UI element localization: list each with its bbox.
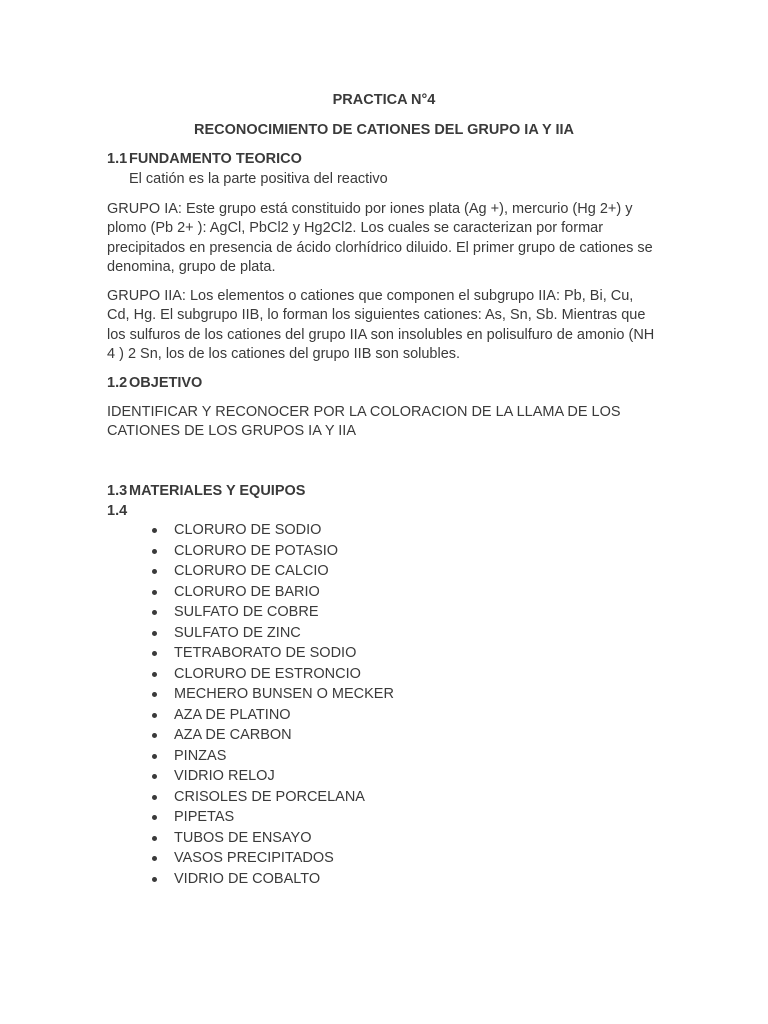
list-item — [150, 746, 394, 767]
bullet-icon — [152, 528, 157, 533]
list-item — [150, 623, 394, 644]
list-item-label: SULFATO DE ZINC — [174, 624, 301, 641]
list-item-label: CRISOLES DE PORCELANA — [174, 788, 365, 805]
list-item-label: CLORURO DE BARIO — [174, 583, 320, 600]
list-item-label: AZA DE PLATINO — [174, 706, 291, 723]
list-item-label: VIDRIO RELOJ — [174, 768, 275, 784]
list-item-label: SULFATO DE COBRE — [174, 604, 319, 620]
list-item-label: TUBOS DE ENSAYO — [174, 829, 312, 846]
bullet-icon — [152, 836, 157, 841]
list-item — [150, 787, 394, 808]
paragraph-grupo-ia: GRUPO IA: Este grupo está constituido por iones plata (Ag +), mercurio (Hg 2+) y plomo (Pb 2+ ): AgCl, PbCl2 y Hg2Cl2. Los cuales se caracterizan por formar precipitados en presencia de ácido clorhídrico diluido. El primer grupo de cationes se denomina, grupo de plata. — [107, 201, 653, 275]
section-title: OBJETIVO — [129, 375, 203, 391]
bullet-icon — [152, 549, 157, 554]
page-subtitle: RECONOCIMIENTO DE CATIONES DEL GRUPO IA Y IIA — [193, 122, 574, 138]
list-item — [150, 766, 394, 787]
list-item — [150, 684, 394, 705]
list-item — [150, 869, 394, 890]
bullet-icon — [152, 631, 157, 636]
bullet-icon — [152, 651, 157, 656]
list-item-label: AZA DE CARBON — [174, 727, 292, 743]
bullet-icon — [152, 713, 157, 718]
list-item — [150, 828, 394, 849]
list-item-label: TETRABORATO DE SODIO — [174, 645, 357, 661]
section-title: MATERIALES Y EQUIPOS — [129, 483, 306, 499]
list-item — [150, 582, 394, 603]
bullet-icon — [152, 692, 157, 697]
list-item — [150, 848, 394, 869]
materials-list — [150, 520, 394, 889]
bullet-icon — [152, 672, 157, 677]
list-item — [150, 561, 394, 582]
list-item-label: CLORURO DE POTASIO — [174, 542, 339, 559]
paragraph-grupo-iia: GRUPO IIA: Los elementos o cationes que componen el subgrupo IIA: Pb, Bi, Cu, Cd, Hg. El subgrupo IIB, lo forman los siguientes cationes: As, Sn, Sb. Mientras que los sulfuros de los cationes del grupo IIA son insolubles en polisulfuro de amonio (NH 4 ) 2 Sn, los de los cationes del grupo IIB son solubles. — [107, 288, 655, 362]
bullet-icon — [152, 815, 157, 820]
bullet-icon — [152, 610, 157, 615]
bullet-icon — [152, 774, 157, 779]
bullet-icon — [152, 795, 157, 800]
list-item-label: VIDRIO DE COBALTO — [174, 870, 321, 887]
list-item — [150, 725, 394, 746]
objective-text: IDENTIFICAR Y RECONOCER POR LA COLORACION DE LA LLAMA DE LOS CATIONES DE LOS GRUPOS IA Y IIA — [107, 404, 621, 440]
list-item-label: MECHERO BUNSEN O MECKER — [174, 686, 394, 702]
section-number: 1.2 — [107, 375, 128, 391]
bullet-icon — [152, 733, 157, 738]
list-item — [150, 664, 394, 685]
page-title: PRACTICA N°4 — [332, 92, 436, 108]
section-heading-objetivo — [107, 375, 202, 391]
list-item — [150, 520, 394, 541]
list-item — [150, 602, 394, 623]
list-item-label: VASOS PRECIPITADOS — [174, 850, 334, 866]
list-item-label: CLORURO DE ESTRONCIO — [174, 665, 361, 682]
bullet-icon — [152, 754, 157, 759]
list-item — [150, 705, 394, 726]
bullet-icon — [152, 569, 157, 574]
list-item — [150, 807, 394, 828]
subsection-number: 1.4 — [107, 503, 128, 519]
section-title: FUNDAMENTO TEORICO — [129, 151, 302, 167]
bullet-icon — [152, 856, 157, 861]
list-item-label: CLORURO DE CALCIO — [174, 563, 329, 579]
bullet-icon — [152, 877, 157, 882]
intro-text: El catión es la parte positiva del reactivo — [129, 171, 388, 187]
section-number: 1.1 — [107, 151, 128, 167]
list-item-label: PIPETAS — [174, 809, 235, 825]
bullet-icon — [152, 590, 157, 595]
list-item — [150, 643, 394, 664]
list-item-label: PINZAS — [174, 747, 227, 764]
section-number: 1.3 — [107, 483, 128, 499]
section-heading-fundamento — [107, 151, 302, 167]
section-heading-materiales — [107, 483, 305, 499]
list-item-label: CLORURO DE SODIO — [174, 522, 322, 538]
list-item — [150, 541, 394, 562]
